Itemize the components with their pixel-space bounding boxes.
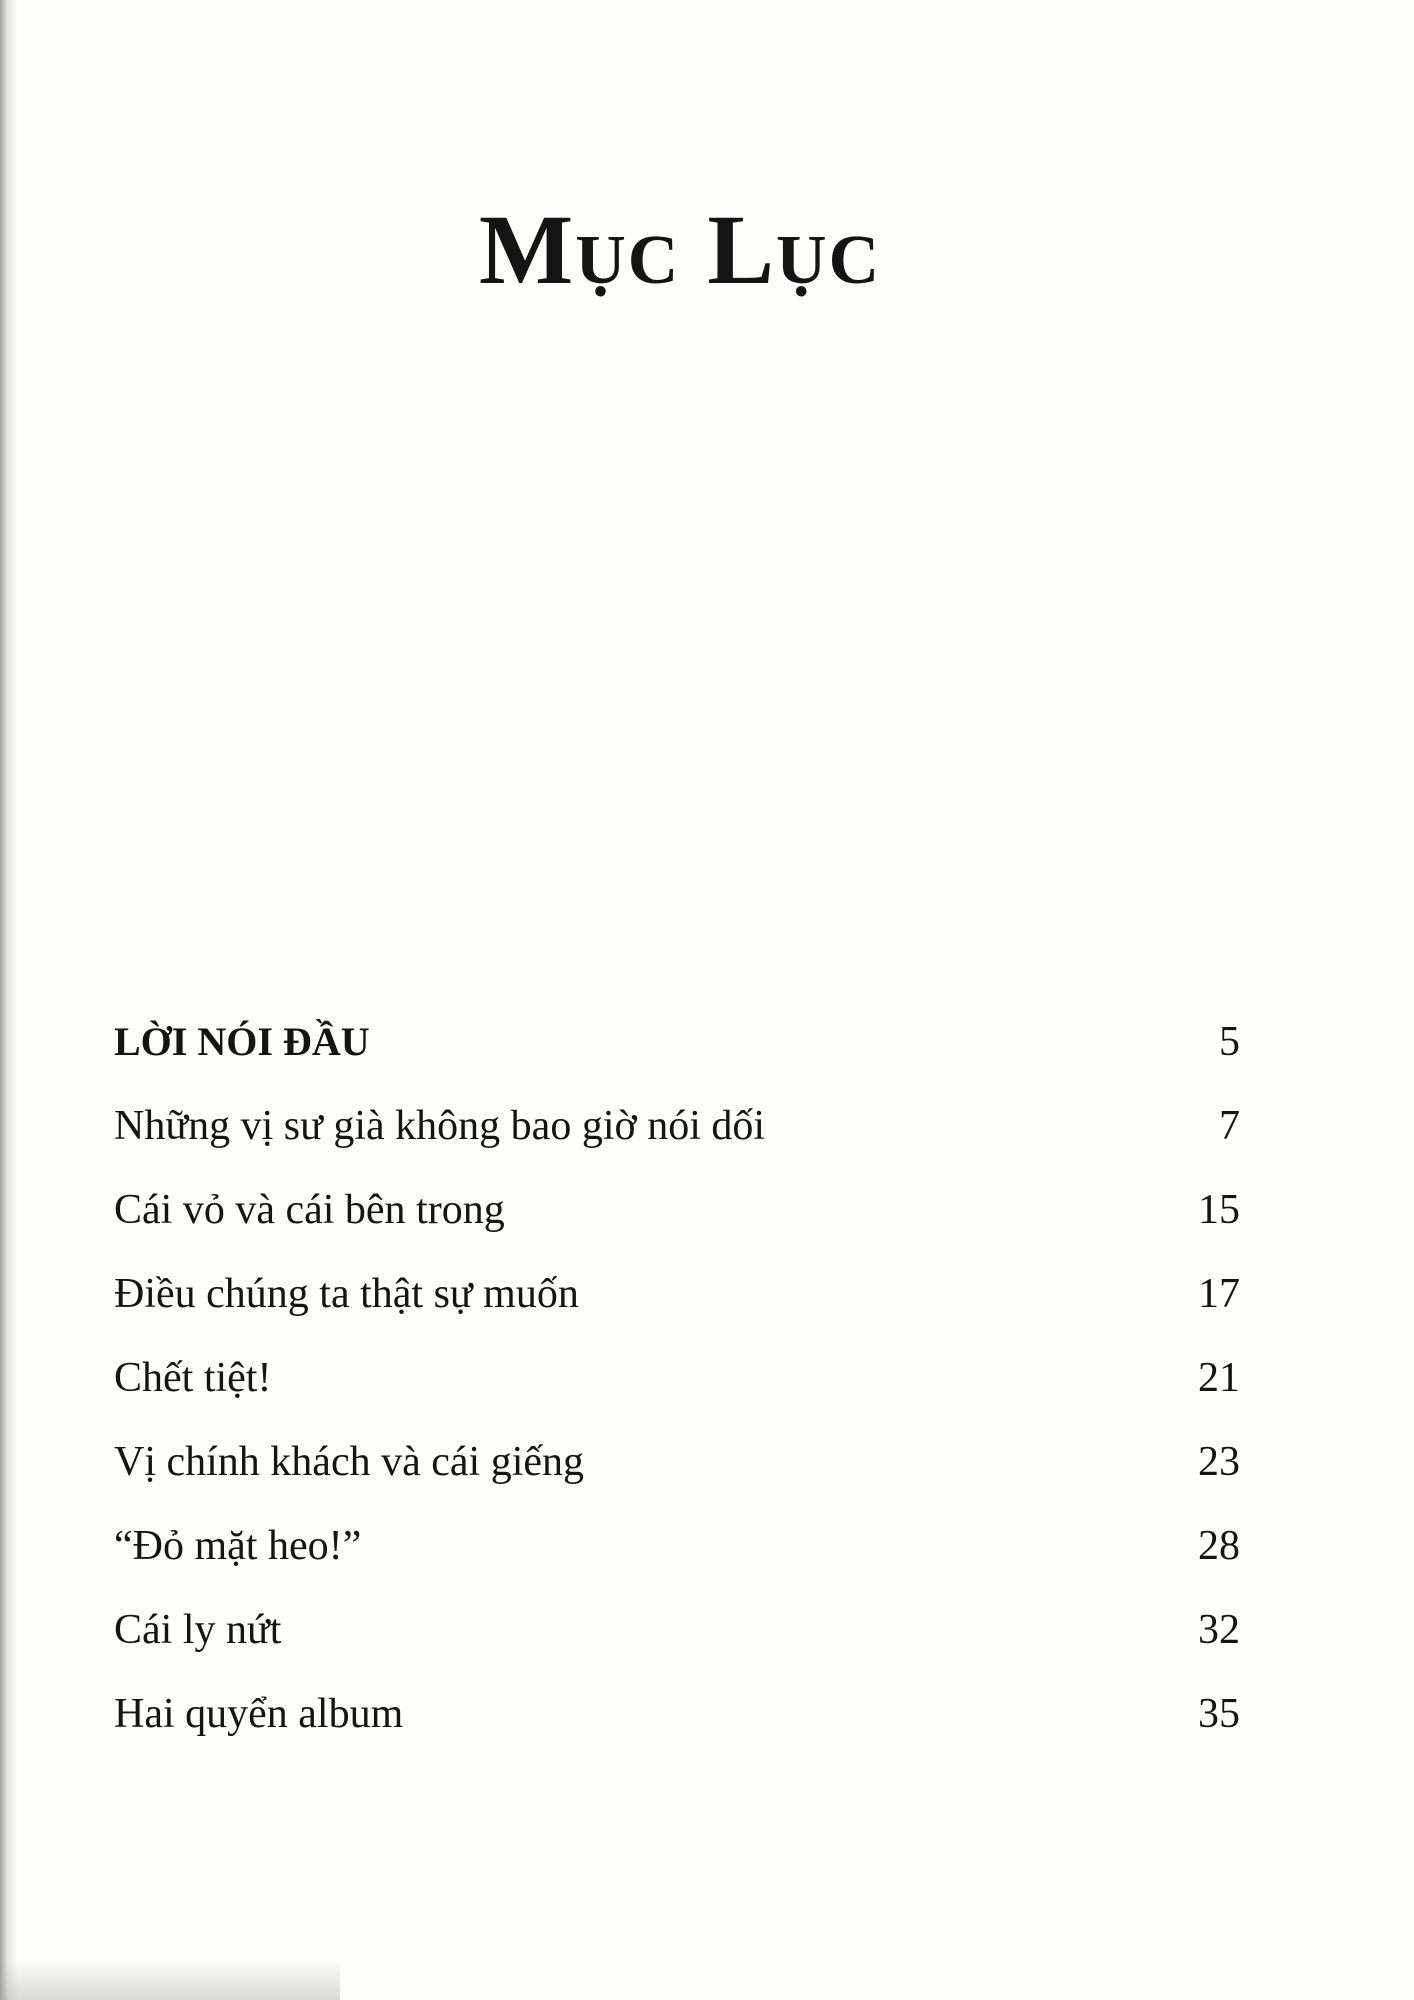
toc-entry[interactable] xyxy=(114,1606,1240,1690)
toc-entry[interactable] xyxy=(114,1354,1240,1438)
toc-entry[interactable] xyxy=(114,1270,1240,1354)
toc-entry-page-number: 23 xyxy=(1198,1439,1240,1485)
toc-entry-label: Chết tiệt! xyxy=(114,1355,272,1401)
toc-entry-label: Những vị sư già không bao giờ nói dối xyxy=(114,1103,766,1149)
toc-entry-preface[interactable] xyxy=(114,1018,1240,1102)
toc-entry[interactable] xyxy=(114,1186,1240,1270)
toc-entry-page-number: 17 xyxy=(1198,1271,1240,1317)
toc-entry-label: “Đỏ mặt heo!” xyxy=(114,1523,362,1569)
toc-entry-page-number: 15 xyxy=(1198,1187,1240,1233)
toc-entry-label: Cái vỏ và cái bên trong xyxy=(114,1187,505,1233)
toc-entry-label: Vị chính khách và cái giếng xyxy=(114,1439,584,1485)
toc-entry[interactable] xyxy=(114,1522,1240,1606)
page-title: Mục Lục xyxy=(478,194,882,305)
toc-entry-label: Điều chúng ta thật sự muốn xyxy=(114,1271,579,1317)
page-edge-shadow xyxy=(0,0,18,2000)
toc-entry-page-number: 5 xyxy=(1219,1019,1240,1065)
toc-entry-page-number: 21 xyxy=(1198,1355,1240,1401)
toc-entry-page-number: 7 xyxy=(1219,1103,1240,1149)
table-of-contents xyxy=(114,1018,1240,1774)
toc-entry-page-number: 35 xyxy=(1198,1691,1240,1737)
toc-entry-page-number: 28 xyxy=(1198,1523,1240,1569)
toc-entry[interactable] xyxy=(114,1690,1240,1774)
toc-entry[interactable] xyxy=(114,1438,1240,1522)
toc-entry[interactable] xyxy=(114,1102,1240,1186)
page-bottom-shadow xyxy=(0,1960,340,2000)
toc-entry-label: LỜI NÓI ĐẦU xyxy=(114,1019,370,1064)
toc-entry-label: Cái ly nứt xyxy=(114,1607,282,1653)
toc-entry-page-number: 32 xyxy=(1198,1607,1240,1653)
toc-entry-label: Hai quyển album xyxy=(114,1691,404,1737)
